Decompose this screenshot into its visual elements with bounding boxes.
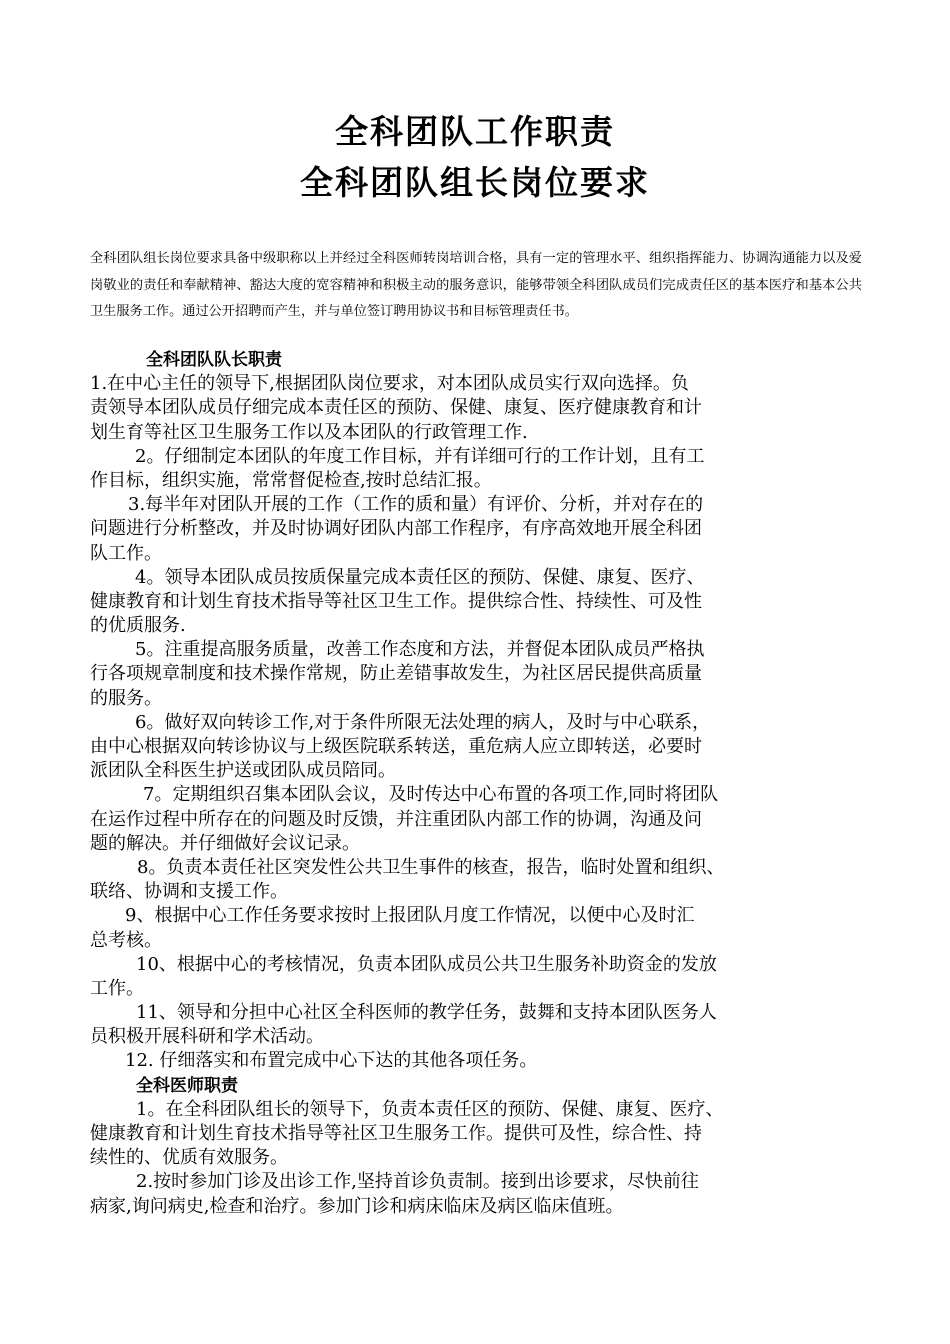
- text-line: 7。定期组织召集本团队会议，及时传达中心布置的各项工作,同时将团队: [143, 784, 719, 806]
- text-line: 工作。: [90, 977, 144, 999]
- document-subtitle: 全科团队组长岗位要求: [300, 163, 650, 202]
- document-title: 全科团队工作职责: [335, 112, 615, 151]
- document-body: [90, 348, 872, 1219]
- text-line: 9、根据中心工作任务要求按时上报团队月度工作情况，以便中心及时汇: [125, 905, 695, 927]
- text-line: 作目标，组织实施，常常督促检查,按时总结汇报。: [90, 469, 492, 491]
- text-line: 联络、协调和支援工作。: [90, 881, 288, 903]
- text-line: 10、根据中心的考核情况，负责本团队成员公共卫生服务补助资金的发放: [136, 953, 717, 975]
- text-line: 6。做好双向转诊工作,对于条件所限无法处理的病人，及时与中心联系，: [135, 711, 711, 733]
- text-line: 健康教育和计划生育技术指导等社区卫生服务工作。提供可及性，综合性、持: [90, 1123, 702, 1144]
- text-line: 由中心根据双向转诊协议与上级医院联系转送，重危病人应立即转送，必要时: [90, 736, 702, 757]
- text-line: 健康教育和计划生育技术指导等社区卫生工作。提供综合性、持续性、可及性: [90, 590, 702, 612]
- text-line: 派团队全科医生护送或团队成员陪同。: [90, 760, 396, 782]
- text-line: 队工作。: [90, 542, 162, 564]
- text-line: 在运作过程中所存在的问题及时反馈，并注重团队内部工作的协调，沟通及问: [90, 808, 702, 830]
- text-line: 的服务。: [90, 687, 162, 709]
- text-line: 2.按时参加门诊及出诊工作,坚持首诊负责制。接到出诊要求，尽快前往: [136, 1171, 699, 1193]
- text-line: 1.在中心主任的领导下,根据团队岗位要求，对本团队成员实行双向选择。负: [90, 373, 689, 395]
- text-line: 3.每半年对团队开展的工作（工作的质和量）有评价、分析，并对存在的: [128, 494, 704, 516]
- text-line: 2。仔细制定本团队的年度工作目标，并有详细可行的工作计划，且有工: [135, 445, 705, 467]
- text-line: 划生育等社区卫生服务工作以及本团队的行政管理工作.: [90, 421, 528, 443]
- text-line: 11、领导和分担中心社区全科医师的教学任务，鼓舞和支持本团队医务人: [136, 1002, 717, 1024]
- text-line: 8。负责本责任社区突发性公共卫生事件的核查，报告，临时处置和组织、: [137, 856, 725, 878]
- text-line: 5。注重提高服务质量，改善工作态度和方法，并督促本团队成员严格执: [135, 639, 705, 661]
- text-line: 总考核。: [90, 929, 162, 951]
- intro-paragraph: 全科团队组长岗位要求具备中级职称以上并经过全科医师转岗培训合格，具有一定的管理水平、组织指挥能力、协调沟通能力以及爱岗敬业的责任和奉献精神、豁达大度的宽容精神和积极主动的服务意识，能够带领全科团队成员们完成责任区的基本医疗和基本公共卫生服务工作。通过公开招聘而产生，并与单位签订聘用协议书和目标管理责任书。: [90, 251, 862, 319]
- section-heading-gp: 全科医师职责: [136, 1075, 238, 1096]
- text-line: 4。领导本团队成员按质保量完成本责任区的预防、保健、康复、医疗、: [135, 566, 705, 588]
- section-heading-team-leader: 全科团队队长职责: [146, 350, 282, 370]
- text-line: 1。在全科团队组长的领导下，负责本责任区的预防、保健、康复、医疗、: [136, 1098, 724, 1120]
- text-line: 问题进行分析整改，并及时协调好团队内部工作程序，有序高效地开展全科团: [90, 518, 702, 540]
- text-line: 病家,询问病史,检查和治疗。参加门诊和病床临床及病区临床值班。: [90, 1195, 624, 1217]
- text-line: 行各项规章制度和技术操作常规，防止差错事故发生，为社区居民提供高质量: [90, 663, 702, 685]
- text-line: 12. 仔细落实和布置完成中心下达的其他各项任务。: [125, 1050, 538, 1072]
- text-line: 题的解决。并仔细做好会议记录。: [90, 832, 360, 854]
- text-line: 员积极开展科研和学术活动。: [90, 1026, 324, 1048]
- text-line: 责领导本团队成员仔细完成本责任区的预防、保健、康复、医疗健康教育和计: [90, 397, 702, 419]
- text-line: 的优质服务.: [90, 615, 186, 637]
- text-line: 续性的、优质有效服务。: [90, 1147, 288, 1169]
